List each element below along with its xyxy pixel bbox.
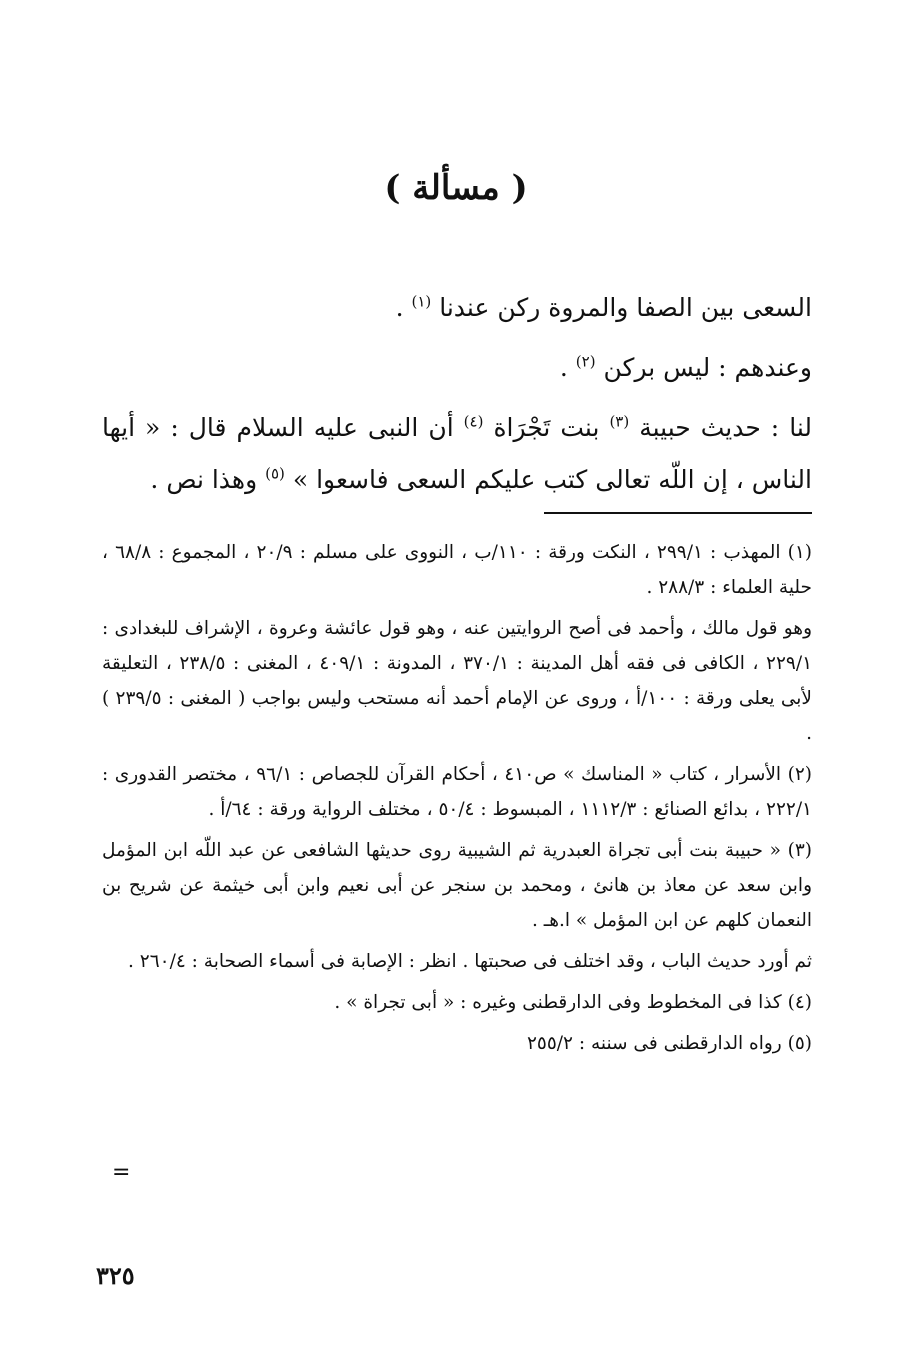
main-paragraph-2-end: . [559, 353, 576, 382]
main-paragraph-3-part-d: وهذا نص . [150, 465, 266, 494]
page-title: ( مسألة ) [384, 168, 528, 208]
main-paragraph-3-part-b: بنت تَجْرَاة [493, 413, 610, 442]
footnote-1-opinions: وهو قول مالك ، وأحمد فى أصح الروايتين عنه ، وهو قول عائشة وعروة ، الإشراف للبغدادى : ٢٢٩/١ ، الكافى فى فقه أهل المدينة : ٣٧٠/١ ، المدونة : ٤٠٩/١ ، المغنى : ٢٣٨/٥ ، التعليقة لأبى يعلى ورقة : ١٠٠/أ ، وروى عن الإمام أحمد أنه مستحب وليس بواجب ( المغنى : ٢٣٩/٥ ) . [102, 618, 813, 744]
main-paragraph-3-part-c: أن النبى عليه السلام قال : « أيها الناس ، إن اللّه تعالى كتب عليكم السعى فاسعوا » [102, 413, 812, 494]
main-paragraph-3-part-a: لنا : حديث حبيبة [639, 413, 812, 442]
main-paragraph-2-text: وعندهم : ليس بركن [603, 353, 812, 382]
main-paragraph-2 [102, 342, 812, 394]
footnote-divider [544, 512, 812, 514]
continuation-mark: = [112, 1160, 131, 1185]
main-paragraph-1 [102, 282, 812, 334]
footnotes [102, 535, 812, 1067]
footnote-ref-2: (٢) [575, 352, 596, 371]
footnote-ref-4: (٤) [463, 412, 484, 431]
footnote-5: (٥) رواه الدارقطنى فى سننه : ٢٥٥/٢ [526, 1033, 812, 1054]
footnote-3-biography: (٣) « حبيبة بنت أبى تجراة العبدرية ثم الشيبية روى حديثها الشافعى عن عبد اللّه ابن المؤمل وابن سعد عن معاذ بن هانئ ، ومحمد بن سنجر عن أبى نعيم وابن أبى خيثمة عن شريح بن النعمان كلهم عن ابن المؤمل » ا.هـ . [102, 840, 812, 931]
main-paragraph-3 [102, 402, 812, 506]
footnote-ref-5: (٥) [265, 464, 285, 483]
footnote-2: (٢) الأسرار ، كتاب « المناسك » ص٤١٠ ، أحكام القرآن للجصاص : ٩٦/١ ، مختصر القدورى : ٢٢٢/١ ، بدائع الصنائع : ١١١٢/٣ ، المبسوط : ٥٠/٤ ، مختلف الرواية ورقة : ٦٤/أ . [102, 764, 812, 820]
main-text [102, 282, 812, 514]
footnote-1-sources: (١) المهذب : ٢٩٩/١ ، النكت ورقة : ١١٠/ب ، النووى على مسلم : ٢٠/٩ ، المجموع : ٦٨/٨ ، حلية العلماء : ٢٨٨/٣ . [102, 542, 812, 598]
page-number: ٣٢٥ [96, 1261, 135, 1290]
footnote-ref-3: (٣) [609, 412, 630, 431]
footnote-ref-1: (١) [411, 292, 432, 311]
footnote-4: (٤) كذا فى المخطوط وفى الدارقطنى وغيره : « أبى تجراة » . [334, 992, 812, 1013]
main-paragraph-1-end: . [395, 293, 412, 322]
footnote-3-reference: ثم أورد حديث الباب ، وقد اختلف فى صحبتها . انظر : الإصابة فى أسماء الصحابة : ٢٦٠/٤ . [128, 951, 812, 972]
main-paragraph-1-text: السعى بين الصفا والمروة ركن عندنا [439, 293, 812, 322]
